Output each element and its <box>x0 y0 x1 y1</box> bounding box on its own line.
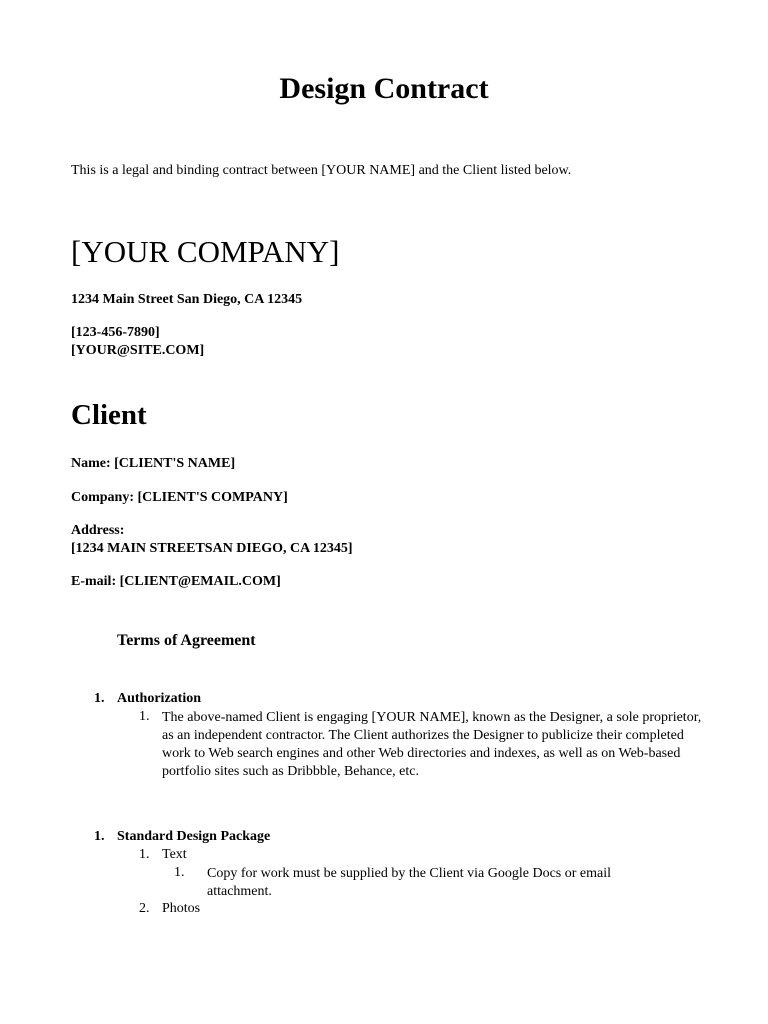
sub-list-item-number: 1. <box>174 865 185 880</box>
company-name: [YOUR COMPANY] <box>71 234 340 269</box>
list-item-number: 1. <box>139 709 150 724</box>
client-address-value: [1234 MAIN STREETSAN DIEGO, CA 12345] <box>71 541 353 556</box>
client-address-label: Address: <box>71 523 125 538</box>
section-title-design-package: Standard Design Package <box>117 829 271 844</box>
section-number: 1. <box>94 829 105 844</box>
section-title-authorization: Authorization <box>117 691 201 706</box>
client-email-line: E-mail: [CLIENT@EMAIL.COM] <box>71 574 281 589</box>
list-item-number: 1. <box>139 847 150 862</box>
list-item-number: 2. <box>139 901 150 916</box>
company-address: 1234 Main Street San Diego, CA 12345 <box>71 292 303 307</box>
client-name-line: Name: [CLIENT'S NAME] <box>71 456 236 471</box>
terms-heading: Terms of Agreement <box>117 632 256 649</box>
company-email: [YOUR@SITE.COM] <box>71 343 205 358</box>
list-item-text: Photos <box>162 901 201 916</box>
client-company-line: Company: [CLIENT'S COMPANY] <box>71 490 288 505</box>
authorization-paragraph: The above-named Client is engaging [YOUR NAME], known as the Designer, a sole proprietor, as an independent contractor. The Client authorizes the Designer to publicize their completed work to Web search engines and other Web directories and indexes, as well as on Web-based portfolio sites such as Dribbble, Behance, etc. <box>162 710 702 779</box>
document-title: Design Contract <box>279 72 489 105</box>
client-heading: Client <box>71 399 147 431</box>
section-number: 1. <box>94 691 105 706</box>
intro-paragraph: This is a legal and binding contract between [YOUR NAME] and the Client listed below. <box>71 163 572 178</box>
list-item-text: Text <box>162 847 187 862</box>
sub-list-item-text: Copy for work must be supplied by the Client via Google Docs or email attachment. <box>207 866 611 899</box>
company-phone: [123-456-7890] <box>71 325 160 340</box>
